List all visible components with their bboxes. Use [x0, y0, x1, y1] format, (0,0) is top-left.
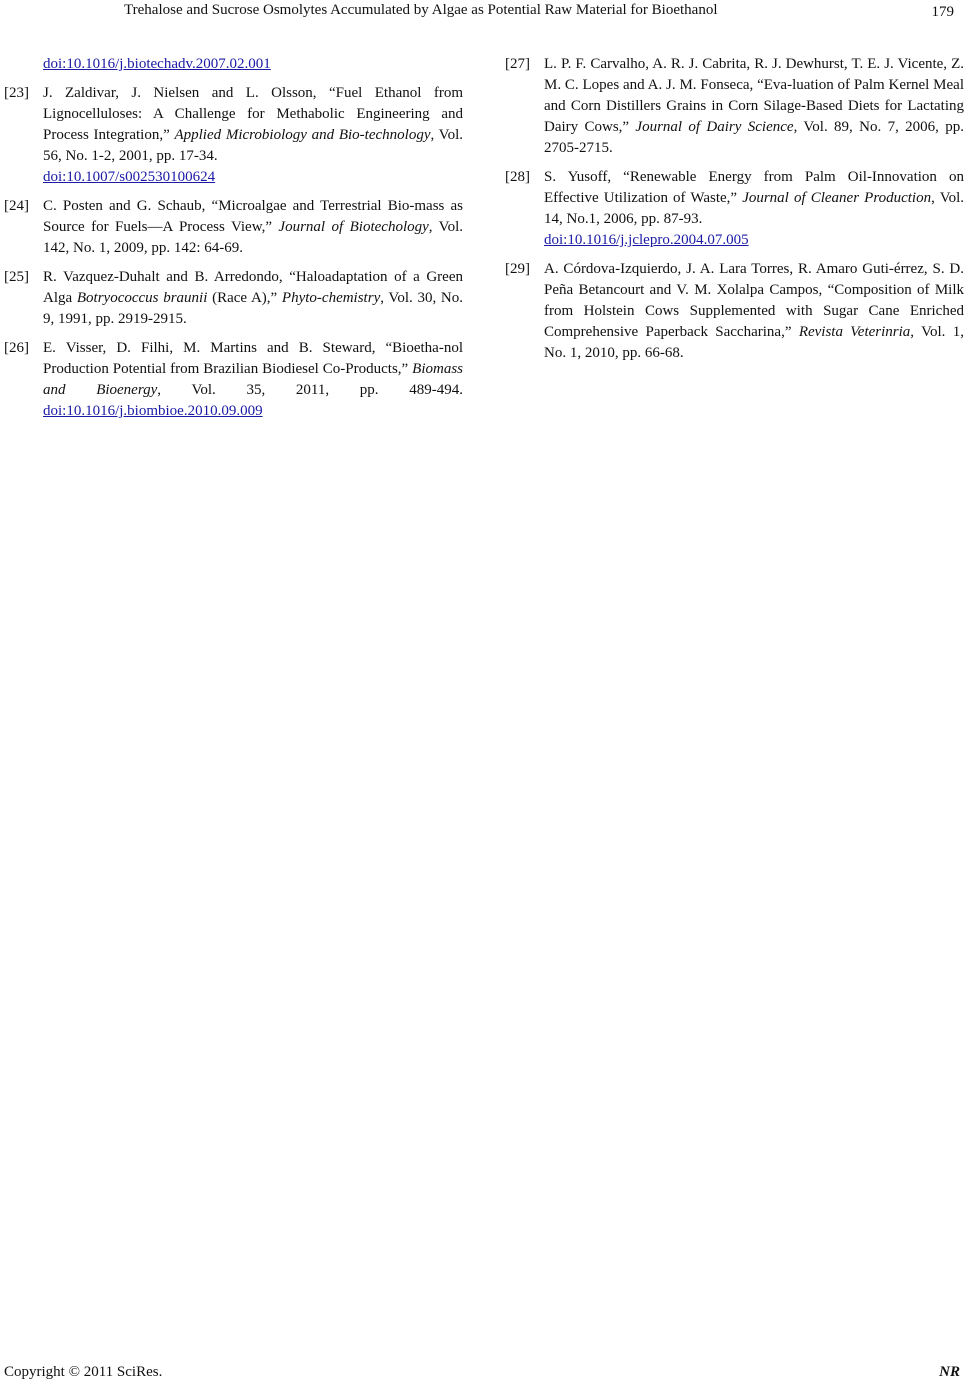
doi-link[interactable]: doi:10.1016/j.jclepro.2004.07.005 [544, 232, 749, 248]
continued-doi-line [4, 54, 463, 75]
reference-27 [505, 54, 964, 159]
reference-text: C. Posten and G. Schaub, “Microalgae and Terrestrial Bio-mass as Source for Fuels—A Process View,” Journal of Biotechology, Vol. 142, No. 1, 2009, pp. 142: 64-69. [43, 198, 463, 256]
reference-23 [4, 83, 463, 188]
reference-number: [26] [4, 340, 29, 356]
reference-29 [505, 259, 964, 364]
doi-link[interactable]: doi:10.1016/j.biotechadv.2007.02.001 [43, 56, 271, 72]
left-column [4, 54, 463, 430]
doi-link[interactable]: doi:10.1007/s002530100624 [43, 169, 216, 185]
reference-number: [28] [505, 169, 530, 185]
reference-number: [29] [505, 261, 530, 277]
reference-text: A. Córdova-Izquierdo, J. A. Lara Torres, R. Amaro Guti-érrez, S. D. Peña Betancourt and V. M. Xolalpa Campos, “Composition of Milk from Holstein Cows Supplemented with Sugar Cane Enriched Comprehensive Paperback Saccharina,” Revista Veterinria, Vol. 1, No. 1, 2010, pp. 66-68. [544, 261, 964, 361]
page-header [0, 0, 968, 24]
reference-24 [4, 196, 463, 259]
page-footer [4, 1362, 960, 1384]
reference-number: [24] [4, 198, 29, 214]
journal-abbreviation: NR [939, 1364, 960, 1380]
reference-text: E. Visser, D. Filhi, M. Martins and B. Steward, “Bioetha-nol Production Potential from Brazilian Biodiesel Co-Products,” Biomass and Bioenergy, Vol. 35, 2011, pp. 489-494. doi:10.1016/j.biombioe.2010.09.009 [43, 340, 463, 419]
reference-text: L. P. F. Carvalho, A. R. J. Cabrita, R. J. Dewhurst, T. E. J. Vicente, Z. M. C. Lopes and A. J. M. Fonseca, “Eva-luation of Palm Kernel Meal and Corn Distillers Grains in Corn Silage-Based Diets for Lactating Dairy Cows,” Journal of Dairy Science, Vol. 89, No. 7, 2006, pp. 2705-2715. [544, 56, 964, 156]
reference-text: S. Yusoff, “Renewable Energy from Palm Oil-Innovation on Effective Utilization of Waste,” Journal of Cleaner Production, Vol. 14, No.1, 2006, pp. 87-93. doi:10.1016/j.jclepro.2004.07.005 [544, 169, 965, 248]
reference-26 [4, 338, 463, 422]
reference-number: [25] [4, 269, 29, 285]
running-title: Trehalose and Sucrose Osmolytes Accumulated by Algae as Potential Raw Material for Bioethanol [124, 2, 718, 18]
page-number: 179 [931, 4, 954, 20]
reference-text: R. Vazquez-Duhalt and B. Arredondo, “Haloadaptation of a Green Alga Botryococcus braunii (Race A),” Phyto-chemistry, Vol. 30, No. 9, 1991, pp. 2919-2915. [43, 269, 463, 327]
reference-25 [4, 267, 463, 330]
reference-28 [505, 167, 964, 251]
reference-number: [23] [4, 85, 29, 101]
reference-number: [27] [505, 56, 530, 72]
doi-link[interactable]: doi:10.1016/j.biombioe.2010.09.009 [43, 403, 263, 419]
copyright-notice: Copyright © 2011 SciRes. [4, 1364, 163, 1380]
reference-text: J. Zaldivar, J. Nielsen and L. Olsson, “Fuel Ethanol from Lignocelluloses: A Challenge for Methabolic Engineering and Process Integration,” Applied Microbiology and Bio-technology, Vol. 56, No. 1-2, 2001, pp. 17-34. doi:10.1007/s002530100624 [43, 85, 463, 185]
right-column [505, 54, 964, 372]
